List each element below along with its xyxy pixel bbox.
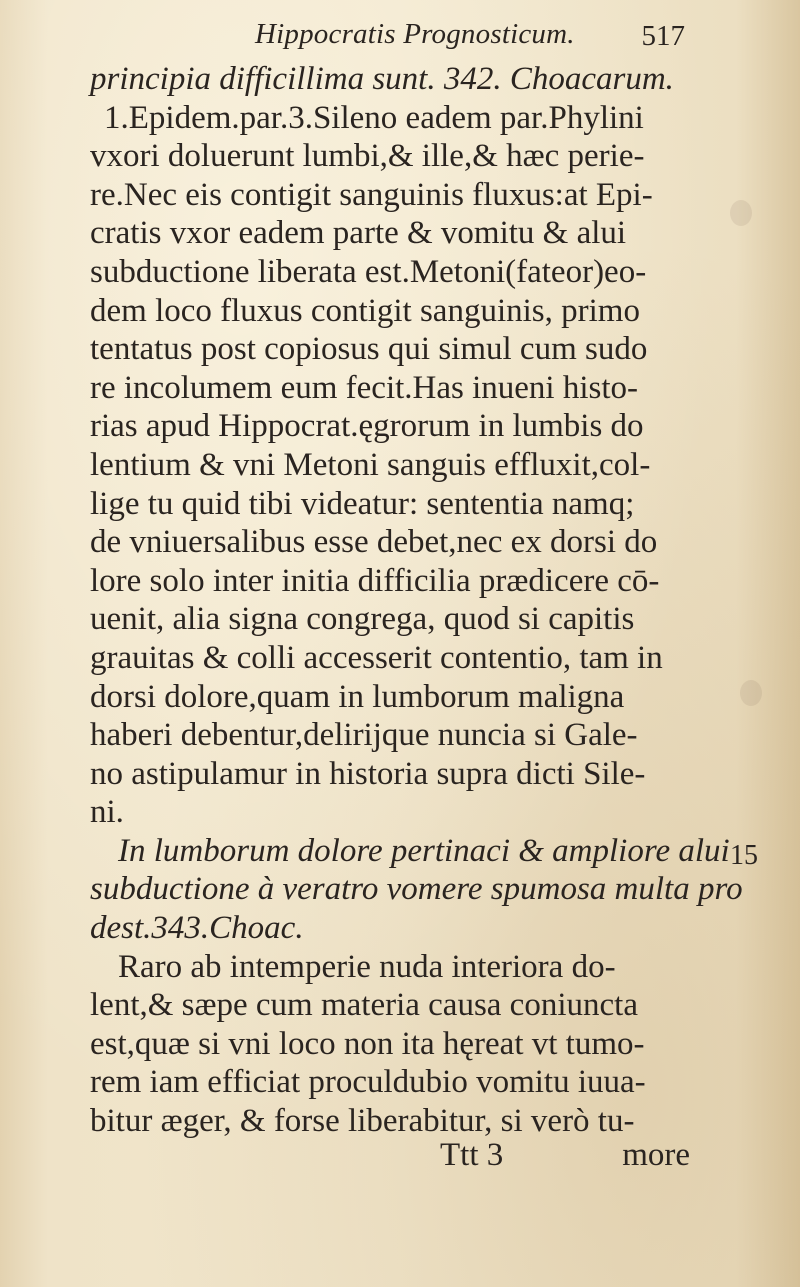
- running-title: Hippocratis Prognosticum.: [255, 18, 575, 50]
- text-line: subductione liberata est.Metoni(fateor)eo-: [90, 253, 647, 290]
- signature-mark: Ttt 3: [440, 1137, 504, 1173]
- text-line: subductione à veratro vomere spumosa multa pro: [90, 871, 743, 908]
- text-line: no astipulamur in historia supra dicti Sile-: [90, 755, 646, 792]
- text-line: principia difficillima sunt. 342. Choacarum.: [90, 61, 674, 97]
- main-text-block: [90, 60, 743, 1141]
- text-line: vxori doluerunt lumbi,& ille,& hæc perie-: [90, 138, 645, 175]
- page-header: [255, 12, 685, 62]
- text-line: de vniuersalibus esse debet,nec ex dorsi do: [90, 524, 658, 561]
- text-line: haberi debentur,delirijque nuncia si Gale-: [90, 717, 638, 754]
- text-line: grauitas & colli accesserit contentio, tam in: [90, 639, 663, 676]
- ink-bleed-spot: [730, 200, 752, 226]
- text-line: Raro ab intemperie nuda interiora do-: [118, 948, 616, 985]
- page-number: 517: [641, 20, 685, 52]
- text-line: dest.343.Choac.: [90, 910, 304, 947]
- text-line: lentium & vni Metoni sanguis effluxit,col-: [90, 446, 651, 483]
- text-line: est,quæ si vni loco non ita hęreat vt tumo-: [90, 1025, 645, 1062]
- text-line: lore solo inter initia difficilia prædicere cō-: [90, 562, 660, 599]
- text-line: rem iam efficiat proculdubio vomitu iuua-: [90, 1064, 646, 1101]
- text-line: uenit, alia signa congrega, quod si capitis: [90, 601, 635, 638]
- text-line: In lumborum dolore pertinaci & ampliore alui: [118, 832, 730, 869]
- text-line: lent,& sæpe cum materia causa coniuncta: [90, 987, 638, 1024]
- margin-note: 15: [730, 840, 758, 871]
- text-line: lige tu quid tibi videatur: sententia namq;: [90, 485, 635, 522]
- text-line: dorsi dolore,quam in lumborum maligna: [90, 678, 625, 715]
- text-line: dem loco fluxus contigit sanguinis, primo: [90, 292, 640, 329]
- catchword: more: [622, 1137, 690, 1173]
- text-line: bitur æger, & forse liberabitur, si verò tu-: [90, 1103, 635, 1140]
- text-line: 1.Epidem.par.3.Sileno eadem par.Phylini: [104, 99, 644, 136]
- text-line: cratis vxor eadem parte & vomitu & alui: [90, 215, 627, 252]
- text-line: re.Nec eis contigit sanguinis fluxus:at Epi-: [90, 176, 653, 213]
- text-line: tentatus post copiosus qui simul cum sudo: [90, 331, 648, 368]
- page-footer: [90, 1137, 690, 1177]
- text-line: ni.: [90, 794, 124, 831]
- text-line: re incolumem eum fecit.Has inueni histo-: [90, 369, 639, 406]
- ink-bleed-spot: [740, 680, 762, 706]
- text-line: rias apud Hippocrat.ęgrorum in lumbis do: [90, 408, 644, 445]
